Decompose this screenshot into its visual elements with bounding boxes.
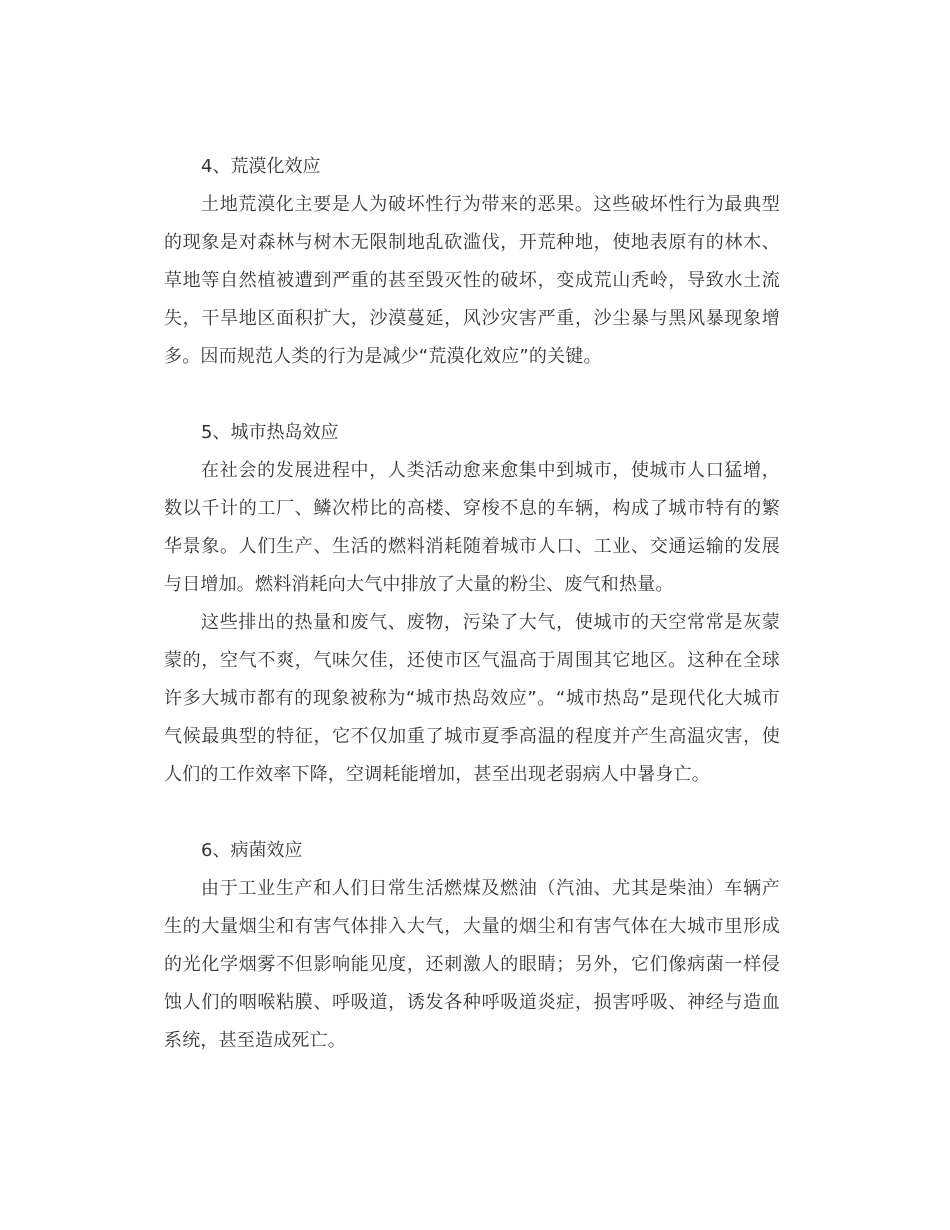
section-heading: 5、城市热岛效应: [201, 422, 339, 443]
section-pathogen-effect: [164, 832, 780, 1060]
section-paragraph: 在社会的发展进程中，人类活动愈来愈集中到城市，使城市人口猛增，数以千计的工厂、鳞次栉比的高楼、穿梭不息的车辆，构成了城市特有的繁华景象。人们生产、生活的燃料消耗随着城市人口、工业、交通运输的发展与日增加。燃料消耗向大气中排放了大量的粉尘、废气和热量。: [164, 460, 780, 595]
section-paragraph: 由于工业生产和人们日常生活燃煤及燃油（汽油、尤其是柴油）车辆产生的大量烟尘和有害气体排入大气，大量的烟尘和有害气体在大城市里形成的光化学烟雾不但影响能见度，还刺激人的眼睛；另外，它们像病菌一样侵蚀人们的咽喉粘膜、呼吸道，诱发各种呼吸道炎症，损害呼吸、神经与造血系统，甚至造成死亡。: [164, 878, 780, 1051]
section-heading: 6、病菌效应: [201, 840, 303, 861]
section-paragraph: 土地荒漠化主要是人为破坏性行为带来的恶果。这些破坏性行为最典型的现象是对森林与树木无限制地乱砍滥伐，开荒种地，使地表原有的林木、草地等自然植被遭到严重的甚至毁灭性的破坏，变成荒山秃岭，导致水土流失，干旱地区面积扩大，沙漠蔓延，风沙灾害严重，沙尘暴与黑风暴现象增多。因而规范人类的行为是减少“荒漠化效应”的关键。: [164, 194, 780, 367]
section-paragraph: 这些排出的热量和废气、废物，污染了大气，使城市的天空常常是灰蒙蒙的，空气不爽，气味欠佳，还使市区气温高于周围其它地区。这种在全球许多大城市都有的现象被称为“城市热岛效应”。“城市热岛”是现代化大城市气候最典型的特征，它不仅加重了城市夏季高温的程度并产生高温灾害，使人们的工作效率下降，空调耗能增加，甚至出现老弱病人中暑身亡。: [164, 612, 780, 785]
document-page: [164, 148, 780, 1098]
section-desertification: [164, 148, 780, 376]
section-heading: 4、荒漠化效应: [201, 156, 321, 177]
section-urban-heat-island: [164, 414, 780, 794]
